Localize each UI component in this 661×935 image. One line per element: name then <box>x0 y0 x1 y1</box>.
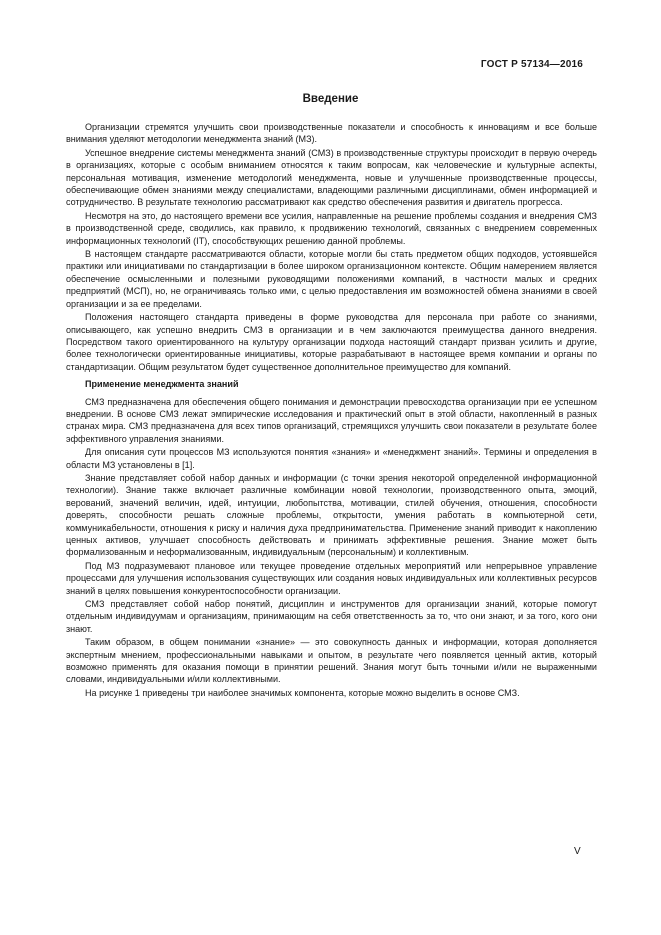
paragraph: В настоящем стандарте рассматриваются области, которые могли бы стать предметом общих подходов, устоявшейся практики или инициативами по стандартизации в более широком организационном контексте. Общим намерением является обеспечение осмысленными и полезными руководящими положениями компаний, в частности малых и средних предприятий (МСП), но, не ограничиваясь только ими, с целью предоставления им возможностей обмена знаниями в своей организации и за ее пределами. <box>66 249 597 309</box>
paragraph: Несмотря на это, до настоящего времени все усилия, направленные на решение проблемы создания и внедрения СМЗ в производственной среде, сводились, как правило, к продвижению технологий, связанных с внедрением современных информационных технологий (IT), способствующих решению данной проблемы. <box>66 210 597 246</box>
section-title: Введение <box>302 93 359 105</box>
body-text <box>66 121 597 700</box>
paragraph: На рисунке 1 приведены три наиболее значимых компонента, которые можно выделить в основе СМЗ. <box>85 687 520 698</box>
paragraph: СМЗ предназначена для обеспечения общего понимания и демонстрации превосходства организации при ее успешном внедрении. В основе СМЗ лежат эмпирические исследования и практический опыт в этой области, накопленный в разных странах мира. СМЗ предназначена для всех типов организаций, стремящихся улучшить свои показатели в результате более эффективного управления знаниями. <box>66 396 597 444</box>
paragraph: Положения настоящего стандарта приведены в форме руководства для персонала при работе со знаниями, описывающего, как успешно внедрить СМЗ в организации и в чем заключаются преимущества данного внедрения. Посредством такого ориентированного на культуру организации подхода настоящий стандарт призван усилить и другие, более технологически ориентированные инициативы, которые разрабатывают в настоящее время компании и органы по стандартизации. Общим результатом будет существенное дополнительное преимущество для компаний. <box>66 312 597 372</box>
standard-code: ГОСТ Р 57134—2016 <box>480 59 583 70</box>
paragraph: Успешное внедрение системы менеджмента знаний (СМЗ) в производственные структуры происходит в первую очередь в организациях, которые с особым вниманием относятся к таким вопросам, как человеческие и культурные аспекты, персональная мотивация, изменение методологий менеджмента, новые и улучшенные производственные процессы, обеспечивающие обмен знаниями между специалистами, владеющими различными дисциплинами, обмен информацией и сотрудничество. В результате технологию рассматривают как средство обеспечения развития и двигатель прогресса. <box>66 147 597 208</box>
paragraph: Знание представляет собой набор данных и информации (с точки зрения некоторой определенной информационной технологии). Знание также включает различные комбинации новой технологии, производственного опыта, эмоций, верований, значений величин, идей, интуиции, любопытства, мотивации, стилей обучения, отношения, способности доверять, способности решать сложные проблемы, открытости, умения работать в компьютерной сети, коммуникабельности, отношения к риску и наличия духа предпринимательства. Применение знаний приводит к накоплению ценных активов, улучшает способность действовать и принимать эффективные решения. Знание может быть формализованным и неформализованным, индивидуальным (персональным) и коллективным. <box>66 472 597 558</box>
paragraph: Для описания сути процессов МЗ используются понятия «знания» и «менеджмент знаний». Термины и определения в области МЗ установлены в [1]. <box>66 447 597 470</box>
page-number: V <box>574 846 581 857</box>
subheading: Применение менеджмента знаний <box>85 379 239 390</box>
paragraph: Под МЗ подразумевают плановое или текущее проведение отдельных мероприятий или непрерывное управление процессами для улучшения использования существующих или создания новых индивидуальных или коллективных ресурсов знаний в целях повышения конкурентоспособности организации. <box>66 560 597 596</box>
paragraph: Таким образом, в общем понимании «знание» — это совокупность данных и информации, которая дополняется экспертным мнением, профессиональными навыками и опытом, в результате чего появляется ценный актив, который возможно применять для оказания помощи в принятии решений. Знания могут быть точными и/или не выраженными словами, индивидуальными и/или коллективными. <box>66 637 597 685</box>
paragraph: Организации стремятся улучшить свои производственные показатели и способность к инновациям и все больше внимания уделяют методологии менеджмента знаний (МЗ). <box>66 122 597 145</box>
paragraph: СМЗ представляет собой набор понятий, дисциплин и инструментов для организации знаний, которые помогут отдельным индивидуумам и организациям, принимающим на себя ответственность за то, что они знают, и за того, кого они знают. <box>66 599 597 634</box>
